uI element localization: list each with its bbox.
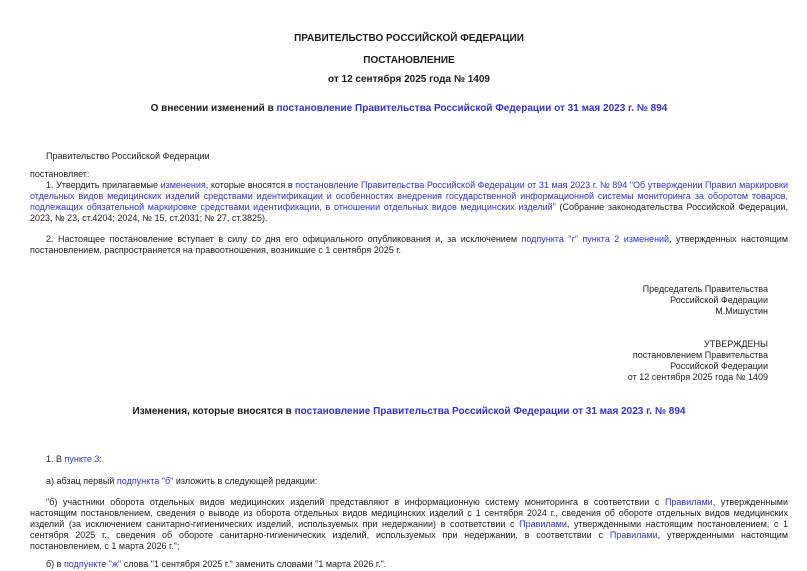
text-run: , утвержденных настоящим постановлением, распространяется на правоотношения, возникшие с 1 сентября 2025 г. bbox=[30, 234, 789, 255]
text-run: изложить в следующей редакции: bbox=[173, 476, 318, 486]
doc-link[interactable]: Правилами bbox=[609, 530, 658, 540]
doc-link[interactable]: подпункта "б" bbox=[116, 476, 174, 486]
text-run: слова "1 сентября 2025 г." заменить словами "1 марта 2026 г.". bbox=[121, 559, 387, 569]
text-run: 2. Настоящее постановление вступает в силу со дня его официального опубликования и, за исключением bbox=[46, 234, 522, 244]
signature-block bbox=[30, 284, 788, 317]
text-run: Изменения, которые вносятся в bbox=[132, 406, 295, 417]
text-run: , утвержденными настоящим постановлением, с 1 марта 2026 г."; bbox=[30, 530, 788, 551]
changes-title bbox=[30, 405, 788, 418]
text-run: : bbox=[99, 454, 102, 464]
preamble: Правительство Российской Федерации bbox=[46, 151, 210, 161]
text-run: "б) участники оборота отдельных видов медицинских изделий представляют в информационную систему мониторинга в соответствии с bbox=[46, 497, 665, 507]
text-run: , утвержденными настоящим постановлением, сведения о выводе из оборота отдельных видов медицинских изделий с 1 сентября 2024 г., сведения об обороте отдельных видов медицинских изделий (за исключением санитарно-гигиенических изделий, используемых при недержании) в соответствии с bbox=[30, 497, 788, 529]
text-run: (Собрание законодательства Российской Федерации, 2023, № 23, ст.4204; 2024, № 15, ст.2031; № 27, ст.3825). bbox=[30, 202, 788, 223]
approved-by-line: постановлением Правительства bbox=[632, 350, 768, 360]
doc-date-number: от 12 сентября 2025 года № 1409 bbox=[328, 74, 490, 85]
doc-link[interactable]: пункте 3 bbox=[64, 454, 100, 464]
text-run: , утвержденными настоящим постановлением, с 1 сентября 2025 г., сведения об обороте санитарно-гигиенических изделий, используемых при недержании, в соответствии с bbox=[30, 519, 789, 540]
doc-link[interactable]: изменения bbox=[160, 180, 206, 190]
signature-position-line: Российской Федерации bbox=[670, 295, 768, 305]
doc-link[interactable]: подпункте "ж" bbox=[63, 559, 122, 569]
doc-title bbox=[30, 102, 788, 115]
text-run: , которые вносятся в bbox=[205, 180, 296, 190]
resolves-word: постановляет: bbox=[30, 169, 90, 179]
text-run: 1. В bbox=[46, 454, 65, 464]
doc-link[interactable]: Правилами bbox=[664, 497, 713, 507]
signature-name: М.Мишустин bbox=[715, 306, 768, 316]
text-run: б) в bbox=[46, 559, 64, 569]
doc-link[interactable]: подпункта "г" пункта 2 изменений bbox=[521, 234, 670, 244]
approved-block bbox=[30, 339, 788, 383]
approved-date-line: от 12 сентября 2025 года № 1409 bbox=[627, 372, 768, 382]
text-run: 1. Утвердить прилагаемые bbox=[46, 180, 161, 190]
doc-org-name: ПРАВИТЕЛЬСТВО РОССИЙСКОЙ ФЕДЕРАЦИИ bbox=[294, 33, 524, 44]
doc-link[interactable]: Правилами bbox=[519, 519, 567, 529]
quoted-new-wording bbox=[30, 497, 788, 552]
doc-link[interactable]: постановление Правительства Российской Федерации от 31 мая 2023 г. № 894 bbox=[276, 103, 668, 114]
signature-position-line: Председатель Правительства bbox=[642, 284, 768, 294]
paragraph-1 bbox=[30, 180, 788, 224]
text-run: О внесении изменений в bbox=[150, 103, 277, 114]
paragraph-2 bbox=[30, 234, 788, 256]
doc-type: ПОСТАНОВЛЕНИЕ bbox=[363, 55, 455, 66]
changes-item-1b bbox=[30, 559, 788, 570]
changes-item-1 bbox=[30, 454, 788, 465]
changes-item-1a bbox=[30, 476, 788, 487]
doc-link[interactable]: постановление Правительства Российской Федерации от 31 мая 2023 г. № 894 bbox=[294, 406, 686, 417]
doc-link[interactable]: постановление Правительства Российской Федерации от 31 мая 2023 г. № 894 "Об утверждении Правил маркировки отдельных видов медицинских изделий средствами идентификации и особенностях внедрения государственной информационной системы мониторинга за оборотом товаров, подлежащих обязательной маркировке средствами идентификации, в отношении отдельных видов медицинских изделий" bbox=[30, 180, 788, 212]
approved-word: УТВЕРЖДЕНЫ bbox=[704, 339, 768, 349]
text-run: а) абзац первый bbox=[46, 476, 117, 486]
approved-by-line: Российской Федерации bbox=[670, 361, 768, 371]
